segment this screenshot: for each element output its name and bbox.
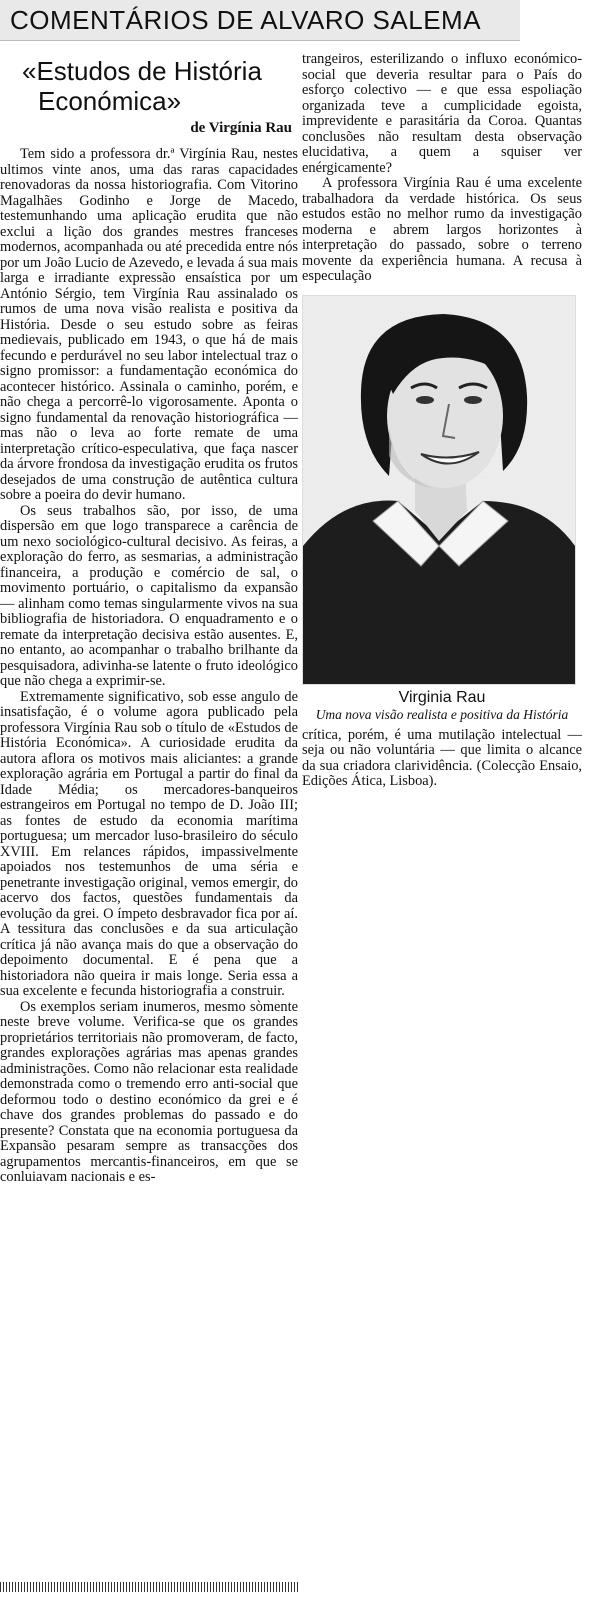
photo-caption	[302, 689, 582, 722]
article-title	[22, 56, 298, 116]
body-paragraph: Tem sido a professora dr.ª Virgínia Rau, nestes ultimos vinte anos, uma das raras capacidades renovadoras da nossa historiografia. Com Vitorino Magalhães Godinho e Jorge de Macedo, testemunhando uma aplicação erudita que não exclui a lição dos grandes mestres franceses modernos, acompanhada ou até precedida entre nós por um João Lucio de Azevedo, e levada á sua mais larga e irradiante expressão ensaística por um António Sérgio, tem Virgínia Rau assinalado os rumos de uma nova visão realista e positiva da História. Desde o seu estudo sobre as feiras medievais, publicado em 1943, o que há de mais fecundo e perdurável no seu labor intelectual traz o signo promissor: a fundamentação económica do acontecer histórico. Assinala o caminho, porém, e não chega a percorrê-lo vigorosamente. Aponta o signo fundamental da renovação historiográfica — mas não o leva ao forte remate de uma interpretação crítico-especulativa, que faça nascer da árvore frondosa da investigação erudita os frutos desejados de uma construção de autêntica cultura sobre a poeira do devir humano.	[0, 146, 298, 503]
body-paragraph: crítica, porém, é uma mutilação intelectual — seja ou não voluntária — que limita o alcance da sua criadora clarividência. (Colecção Ensaio, Edições Ática, Lisboa).	[302, 726, 582, 789]
caption-subtitle: Uma nova visão realista e positiva da História	[315, 706, 569, 722]
article-title-line-2: Económica»	[38, 86, 182, 116]
body-paragraph: Os seus trabalhos são, por isso, de uma dispersão em que logo transparece a carência de um nexo sociológico-cultural decisivo. As feiras, a exploração do ferro, as sesmarias, a administração financeira, a produção e comércio de sal, o movimento portuário, o capitalismo da expansão — alinham como temas singularmente vivos na sua bibliografia de historiadora. O enquadramento e o remate da interpretação decisiva estão ausentes. E, no entanto, ao acompanhar o trabalho brilhante da pesquisadora, adivinha-se latente o fruto ideológico que não chega a exprimir-se.	[0, 502, 298, 689]
right-column	[302, 52, 582, 790]
portrait-illustration	[303, 296, 575, 684]
article-title-line-1: «Estudos de História	[22, 56, 262, 86]
byline: de Virgínia Rau	[190, 120, 292, 136]
bottom-divider	[0, 1582, 298, 1592]
body-paragraph: trangeiros, esterilizando o influxo económico-social que deveria resultar para o País do esforço colectivo — e que essa espoliação organizada teve a cumplicidade egoista, imprevidente e parasitária da Coroa. Quantas conclusões não resultam desta observação elucidativa, a quem a squiser ver enérgicamente?	[302, 51, 582, 176]
caption-name: Virginia Rau	[398, 688, 486, 706]
section-title: COMENTÁRIOS DE ALVARO SALEMA	[10, 5, 482, 35]
left-column	[0, 52, 298, 1186]
body-paragraph: Os exemplos seriam inumeros, mesmo sòmente neste breve volume. Verifica-se que os grandes proprietários territoriais não promoveram, de facto, grandes explorações agrárias mas apenas grandes administrações. Como não relacionar esta realidade demonstrada como o tremendo erro anti-social que deformou todo o destino económico da grei e é chave dos grandes problemas do passado e do presente? Constata que na economia portuguesa da Expansão pesaram sempre as transacções dos agrupamentos mercantis-financeiros, em que se conluiavam nacionais e es-	[0, 998, 298, 1185]
body-paragraph: A professora Virgínia Rau é uma excelente trabalhadora da verdade histórica. Os seus estudos estão no melhor rumo da investigação moderna e abrem largos horizontes à interpretação do passado, sobre o terreno movente da experiência humana. A recusa à especulação	[302, 175, 582, 284]
body-paragraph: Extremamente significativo, sob esse angulo de insatisfação, é o volume agora publicado pela professora Virgínia Rau sob o título de «Estudos de História Económica». A curiosidade erudita da autora aflora os motivos mais aliciantes: a grande exploração agrária em Portugal a partir do final da Idade Média; os mercadores-banqueiros estrangeiros em Portugal no tempo de D. João III; as fontes de estudo da economia marítima portuguesa; um mercador luso-brasileiro do século XVIII. Em relances rápidos, impassivelmente apoiados nos testemunhos de uma séria e penetrante investigação original, vemos emergir, do acervo dos factos, questões fundamentais da evolução da grei. O ímpeto desbravador fica por aí. A tessitura das conclusões e da sua articulação crítica já não avança mais do que a observação do depoimento documental. E é pena que a historiadora não queira ir mais longe. Seria essa a sua excelente e fecunda historiografia a construir.	[0, 688, 298, 999]
portrait-photo	[302, 295, 576, 685]
section-header	[0, 0, 520, 41]
